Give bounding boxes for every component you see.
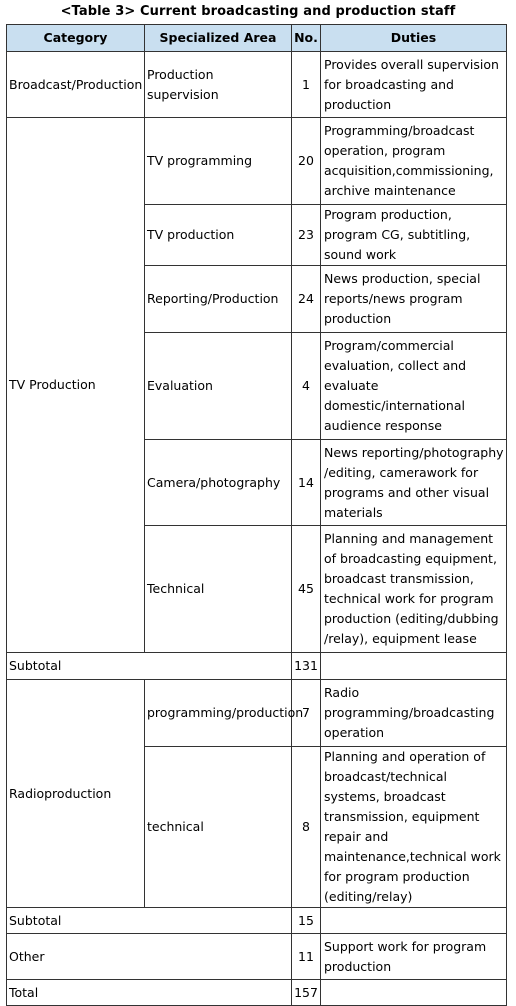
category-cell: TV Production <box>7 118 145 653</box>
duties-cell: Planning and operation of broadcast/technical systems, broadcast transmission, equipment repair and maintenance,technical work for program production (editing/relay) <box>321 747 507 908</box>
duties-cell: Radio programming/broadcasting operation <box>321 680 507 747</box>
area-cell: TV programming <box>145 118 292 205</box>
subtotal-row <box>7 908 507 934</box>
table-row <box>7 52 507 118</box>
header-number: No. <box>292 25 321 52</box>
area-cell: Reporting/Production <box>145 266 292 333</box>
duties-cell: Programming/broadcast operation, program acquisition,commissioning, archive maintenance <box>321 118 507 205</box>
duties-cell <box>321 908 507 934</box>
count-cell: 8 <box>292 747 321 908</box>
count-cell: 24 <box>292 266 321 333</box>
total-label: Total <box>7 980 292 1006</box>
header-category: Category <box>7 25 145 52</box>
area-cell: Camera/photography <box>145 440 292 526</box>
category-cell: Other <box>7 934 292 980</box>
area-cell: programming/production <box>145 680 292 747</box>
subtotal-row <box>7 653 507 680</box>
count-cell: 1 <box>292 52 321 118</box>
count-cell: 11 <box>292 934 321 980</box>
subtotal-count: 131 <box>292 653 321 680</box>
subtotal-label: Subtotal <box>7 653 292 680</box>
count-cell: 7 <box>292 680 321 747</box>
table-title: <Table 3> Current broadcasting and production staff <box>60 4 456 19</box>
area-cell: Production supervision <box>145 52 292 118</box>
total-row <box>7 980 507 1006</box>
area-cell: technical <box>145 747 292 908</box>
duties-cell: Support work for program production <box>321 934 507 980</box>
duties-cell: Program/commercial evaluation, collect and evaluate domestic/international audience response <box>321 333 507 440</box>
duties-cell: News production, special reports/news program production <box>321 266 507 333</box>
header-duties: Duties <box>321 25 507 52</box>
duties-cell <box>321 980 507 1006</box>
subtotal-label: Subtotal <box>7 908 292 934</box>
duties-cell: Planning and management of broadcasting equipment, broadcast transmission, technical work for program production (editing/dubbing /relay), equipment lease <box>321 526 507 653</box>
table-row <box>7 680 507 747</box>
count-cell: 23 <box>292 205 321 266</box>
area-cell: Evaluation <box>145 333 292 440</box>
count-cell: 45 <box>292 526 321 653</box>
area-cell: TV production <box>145 205 292 266</box>
total-count: 157 <box>292 980 321 1006</box>
count-cell: 4 <box>292 333 321 440</box>
staff-table <box>6 24 507 1006</box>
duties-cell <box>321 653 507 680</box>
header-specialized-area: Specialized Area <box>145 25 292 52</box>
table-row <box>7 118 507 205</box>
count-cell: 14 <box>292 440 321 526</box>
category-cell: Broadcast/Production <box>7 52 145 118</box>
count-cell: 20 <box>292 118 321 205</box>
subtotal-count: 15 <box>292 908 321 934</box>
duties-cell: News reporting/photography /editing, camerawork for programs and other visual materials <box>321 440 507 526</box>
header-row <box>7 25 507 52</box>
duties-cell: Program production, program CG, subtitling, sound work <box>321 205 507 266</box>
table-row <box>7 934 507 980</box>
area-cell: Technical <box>145 526 292 653</box>
duties-cell: Provides overall supervision for broadcasting and production <box>321 52 507 118</box>
category-cell: Radioproduction <box>7 680 145 908</box>
